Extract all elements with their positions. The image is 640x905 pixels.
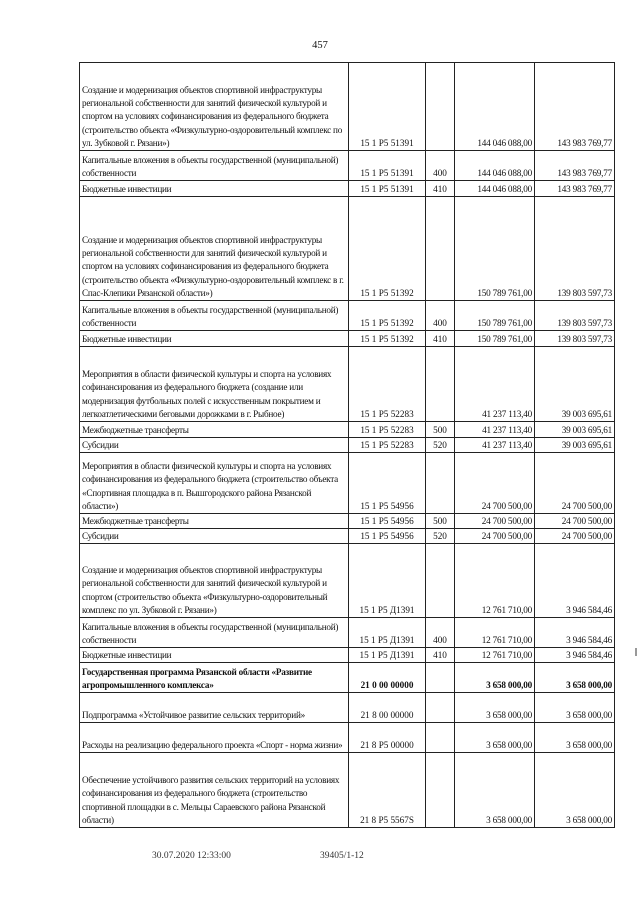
table-row <box>80 438 615 453</box>
row-name-cell: Бюджетные инвестиции <box>80 181 349 197</box>
footer-datetime: 30.07.2020 12:33:00 <box>152 851 231 861</box>
row-sum-plan-cell: 3 658 000,00 <box>455 753 535 828</box>
row-type-cell: 410 <box>426 181 455 197</box>
row-type-cell <box>426 544 455 618</box>
table-row <box>80 197 615 301</box>
row-sum-actual-cell: 24 700 500,00 <box>535 453 615 514</box>
table-row <box>80 618 615 648</box>
row-name-cell: Межбюджетные трансферты <box>80 422 349 438</box>
table-row <box>80 422 615 438</box>
row-type-cell: 500 <box>426 422 455 438</box>
row-name-cell: Субсидии <box>80 529 349 544</box>
row-type-cell <box>426 347 455 422</box>
row-type-cell <box>426 197 455 301</box>
row-name-cell: Капитальные вложения в объекты государственной (муниципальной) собственности <box>80 618 349 648</box>
row-sum-actual-cell: 139 803 597,73 <box>535 301 615 331</box>
row-name-cell: Бюджетные инвестиции <box>80 648 349 663</box>
row-sum-plan-cell: 150 789 761,00 <box>455 331 535 347</box>
row-sum-plan-cell: 24 700 500,00 <box>455 514 535 529</box>
row-name-cell: Капитальные вложения в объекты государственной (муниципальной) собственности <box>80 151 349 181</box>
row-code-cell: 15 1 Р5 51391 <box>349 151 426 181</box>
row-name-cell: Субсидии <box>80 438 349 453</box>
row-sum-plan-cell: 144 046 088,00 <box>455 63 535 151</box>
table-row <box>80 663 615 693</box>
row-sum-plan-cell: 41 237 113,40 <box>455 347 535 422</box>
row-sum-plan-cell: 3 658 000,00 <box>455 723 535 753</box>
table-row <box>80 514 615 529</box>
row-type-cell: 400 <box>426 618 455 648</box>
row-type-cell <box>426 753 455 828</box>
budget-table-body <box>80 63 615 828</box>
row-type-cell: 520 <box>426 438 455 453</box>
row-sum-plan-cell: 144 046 088,00 <box>455 181 535 197</box>
row-name-cell: Государственная программа Рязанской области «Развитие агропромышленного комплекса» <box>80 663 349 693</box>
row-sum-actual-cell: 139 803 597,73 <box>535 197 615 301</box>
row-code-cell: 21 8 00 00000 <box>349 693 426 723</box>
row-code-cell: 15 1 Р5 54956 <box>349 514 426 529</box>
row-type-cell: 410 <box>426 331 455 347</box>
row-code-cell: 15 1 Р5 51391 <box>349 181 426 197</box>
row-code-cell: 15 1 Р5 52283 <box>349 438 426 453</box>
row-name-cell: Межбюджетные трансферты <box>80 514 349 529</box>
scan-edge-mark <box>635 648 637 656</box>
row-sum-actual-cell: 3 658 000,00 <box>535 693 615 723</box>
row-name-cell: Создание и модернизация объектов спортивной инфраструктуры региональной собственности для занятий физической культурой и спортом на условиях софинансирования из федерального бюджета (строительство объекта «Физкультурно-оздоровительный комплекс по ул. Зубковой г. Рязани») <box>80 63 349 151</box>
row-name-cell: Расходы на реализацию федерального проекта «Спорт - норма жизни» <box>80 723 349 753</box>
row-code-cell: 15 1 Р5 51391 <box>349 63 426 151</box>
row-code-cell: 15 1 Р5 51392 <box>349 331 426 347</box>
row-sum-plan-cell: 24 700 500,00 <box>455 453 535 514</box>
row-sum-actual-cell: 3 946 584,46 <box>535 544 615 618</box>
row-name-cell: Обеспечение устойчивого развития сельских территорий на условиях софинансирования из федерального бюджета (строительство спортивной площадки в с. Мельцы Сараевского района Рязанской области) <box>80 753 349 828</box>
row-name-cell: Подпрограмма «Устойчивое развитие сельских территорий» <box>80 693 349 723</box>
row-type-cell: 400 <box>426 301 455 331</box>
footer-doc-id: 39405/1-12 <box>320 851 364 861</box>
row-sum-plan-cell: 3 658 000,00 <box>455 693 535 723</box>
table-row <box>80 151 615 181</box>
row-type-cell: 500 <box>426 514 455 529</box>
row-sum-actual-cell: 24 700 500,00 <box>535 529 615 544</box>
row-code-cell: 21 0 00 00000 <box>349 663 426 693</box>
row-type-cell <box>426 663 455 693</box>
row-sum-actual-cell: 39 003 695,61 <box>535 422 615 438</box>
page-number: 457 <box>312 40 328 51</box>
row-sum-plan-cell: 12 761 710,00 <box>455 544 535 618</box>
row-sum-plan-cell: 150 789 761,00 <box>455 301 535 331</box>
row-sum-actual-cell: 39 003 695,61 <box>535 438 615 453</box>
row-sum-plan-cell: 24 700 500,00 <box>455 529 535 544</box>
row-type-cell: 400 <box>426 151 455 181</box>
row-code-cell: 15 1 Р5 51392 <box>349 197 426 301</box>
row-sum-actual-cell: 143 983 769,77 <box>535 63 615 151</box>
table-row <box>80 331 615 347</box>
table-row <box>80 544 615 618</box>
row-name-cell: Создание и модернизация объектов спортивной инфраструктуры региональной собственности для занятий физической культурой и спортом на условиях софинансирования из федерального бюджета (строительство объекта «Физкультурно-оздоровительный комплекс в г. Спас-Клепики Рязанской области») <box>80 197 349 301</box>
row-sum-actual-cell: 3 946 584,46 <box>535 648 615 663</box>
row-sum-plan-cell: 3 658 000,00 <box>455 663 535 693</box>
row-code-cell: 15 1 Р5 52283 <box>349 347 426 422</box>
row-code-cell: 15 1 Р5 Д1391 <box>349 544 426 618</box>
row-type-cell: 520 <box>426 529 455 544</box>
row-sum-actual-cell: 3 946 584,46 <box>535 618 615 648</box>
row-code-cell: 15 1 Р5 52283 <box>349 422 426 438</box>
row-code-cell: 15 1 Р5 54956 <box>349 453 426 514</box>
row-type-cell <box>426 63 455 151</box>
row-code-cell: 15 1 Р5 Д1391 <box>349 648 426 663</box>
table-row <box>80 181 615 197</box>
row-sum-plan-cell: 12 761 710,00 <box>455 618 535 648</box>
row-sum-actual-cell: 143 983 769,77 <box>535 151 615 181</box>
row-sum-actual-cell: 24 700 500,00 <box>535 514 615 529</box>
row-sum-plan-cell: 41 237 113,40 <box>455 438 535 453</box>
table-row <box>80 301 615 331</box>
table-row <box>80 529 615 544</box>
table-row <box>80 723 615 753</box>
row-code-cell: 21 8 Р5 5567S <box>349 753 426 828</box>
row-sum-plan-cell: 150 789 761,00 <box>455 197 535 301</box>
row-type-cell <box>426 693 455 723</box>
row-name-cell: Создание и модернизация объектов спортивной инфраструктуры региональной собственности для занятий физической культурой и спортом (строительство объекта «Физкультурно-оздоровительный комплекс по ул. Зубковой г. Рязани») <box>80 544 349 618</box>
row-sum-actual-cell: 139 803 597,73 <box>535 331 615 347</box>
row-sum-plan-cell: 144 046 088,00 <box>455 151 535 181</box>
row-sum-actual-cell: 3 658 000,00 <box>535 663 615 693</box>
row-sum-plan-cell: 12 761 710,00 <box>455 648 535 663</box>
table-row <box>80 753 615 828</box>
row-type-cell <box>426 723 455 753</box>
row-name-cell: Бюджетные инвестиции <box>80 331 349 347</box>
row-code-cell: 15 1 Р5 Д1391 <box>349 618 426 648</box>
budget-table <box>79 62 615 828</box>
row-code-cell: 15 1 Р5 51392 <box>349 301 426 331</box>
row-sum-actual-cell: 3 658 000,00 <box>535 723 615 753</box>
table-row <box>80 347 615 422</box>
row-code-cell: 21 8 Р5 00000 <box>349 723 426 753</box>
row-name-cell: Мероприятия в области физической культуры и спорта на условиях софинансирования из федерального бюджета (создание или модернизация футбольных полей с искусственным покрытием и легкоатлетическими беговыми дорожками в г. Рыбное) <box>80 347 349 422</box>
row-sum-actual-cell: 143 983 769,77 <box>535 181 615 197</box>
row-name-cell: Капитальные вложения в объекты государственной (муниципальной) собственности <box>80 301 349 331</box>
table-row <box>80 648 615 663</box>
row-sum-plan-cell: 41 237 113,40 <box>455 422 535 438</box>
row-type-cell: 410 <box>426 648 455 663</box>
row-code-cell: 15 1 Р5 54956 <box>349 529 426 544</box>
table-row <box>80 63 615 151</box>
row-name-cell: Мероприятия в области физической культуры и спорта на условиях софинансирования из федерального бюджета (строительство объекта «Спортивная площадка в п. Вышгородского района Рязанской области») <box>80 453 349 514</box>
row-sum-actual-cell: 39 003 695,61 <box>535 347 615 422</box>
row-type-cell <box>426 453 455 514</box>
table-row <box>80 693 615 723</box>
table-row <box>80 453 615 514</box>
row-sum-actual-cell: 3 658 000,00 <box>535 753 615 828</box>
